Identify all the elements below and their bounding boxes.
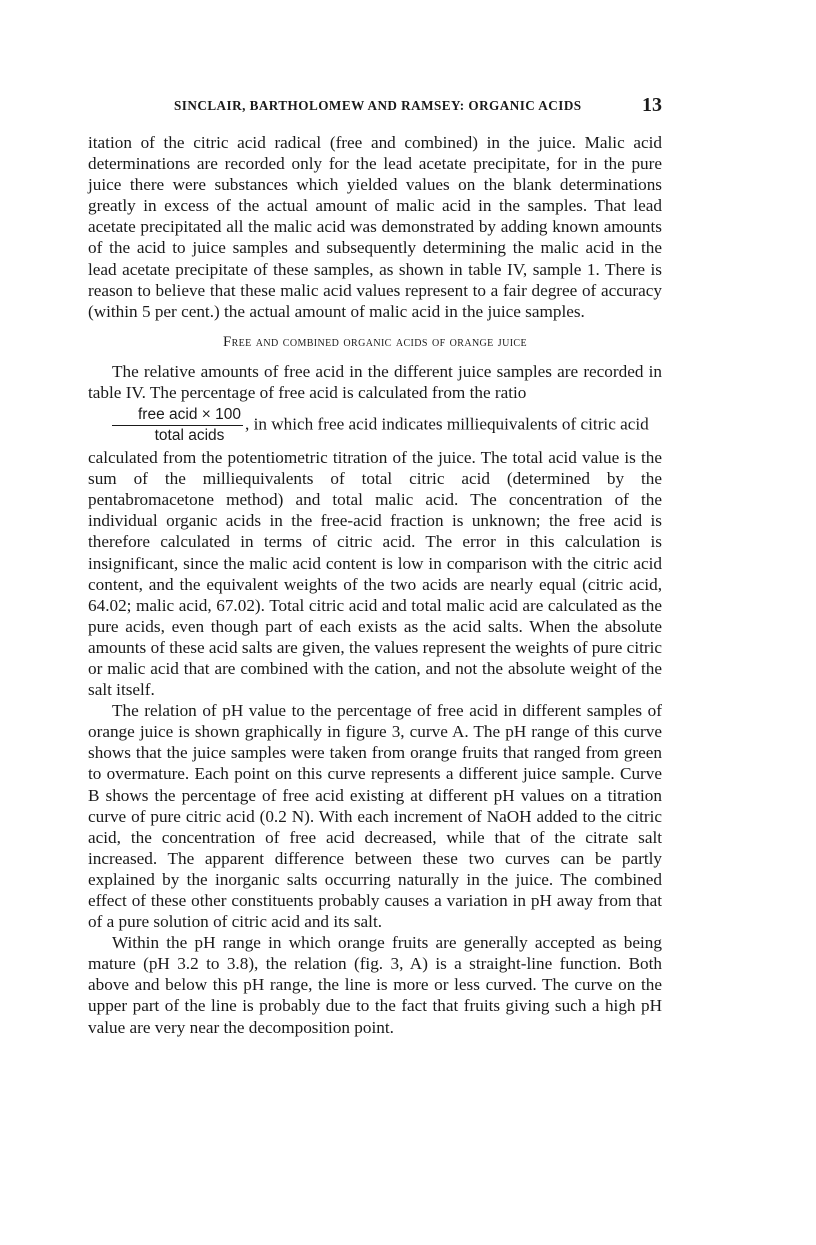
paragraph-free-acid-rest: calculated from the potentiometric titration of the juice. The total acid value is the sum of the milliequivalents of total citric acid (determined by the pentabromacetone method) and total malic acid. The concentration of the individual organic acids in the free-acid fraction is unknown; the free acid is therefore calculated in terms of citric acid. The error in this calculation is insignificant, since the malic acid content is low in comparison with the citric acid content, and the equivalent weights of the two acids are nearly equal (citric acid, 64.02; malic acid, 67.02). Total citric acid and total malic acid are calculated as the pure acids, even though part of each exists as the acid salts. When the absolute amounts of these acid salts are given, the values represent the weights of pure citric or malic acid that are combined with the cation, and not the absolute weight of the salt itself.: [88, 448, 662, 700]
formula-trailing-text: , in which free acid indicates milliequivalents of citric acid: [244, 414, 649, 434]
section-heading: Free and combined organic acids of orange juice: [222, 333, 528, 350]
free-acid-fraction: [112, 406, 243, 445]
running-header: [88, 94, 662, 118]
running-title: SINCLAIR, BARTHOLOMEW AND RAMSEY: ORGANIC ACIDS: [174, 98, 582, 113]
fraction-denominator: total acids: [154, 427, 225, 445]
paragraph-continuation: itation of the citric acid radical (free and combined) in the juice. Malic acid determinations are recorded only for the lead acetate precipitate, for in the pure juice there were substances which yielded values on the blank determinations greatly in excess of the actual amount of malic acid in the samples. That lead acetate precipitated all the malic acid was demonstrated by adding known amounts of the acid to juice samples and subsequently determining the malic acid in the lead acetate precipitate of these samples, as shown in table IV, sample 1. There is reason to believe that these malic acid values represent to a fair degree of accuracy (within 5 per cent.) the actual amount of malic acid in the juice samples.: [88, 133, 662, 321]
paragraph-free-acid: [88, 361, 662, 700]
paragraph-mature-range: Within the pH range in which orange fruits are generally accepted as being mature (pH 3.2 to 3.8), the relation (fig. 3, A) is a straight-line function. Both above and below this pH range, the line is more or less curved. The curve on the upper part of the line is probably due to the fact that fruits giving such a high pH value are very near the decomposition point.: [88, 933, 662, 1037]
fraction-numerator: free acid × 100: [112, 406, 243, 426]
body-text: [88, 132, 662, 1038]
paragraph-free-acid-intro: The relative amounts of free acid in the different juice samples are recorded in table IV. The percentage of free acid is calculated from the ratio: [88, 361, 662, 402]
formula-line: [88, 406, 662, 445]
page-number: 13: [642, 94, 662, 116]
paragraph-ph-relation: The relation of pH value to the percentage of free acid in different samples of orange juice is shown graphically in figure 3, curve A. The pH range of this curve shows that the juice samples were taken from orange fruits that ranged from green to overmature. Each point on this curve represents a different juice sample. Curve B shows the percentage of free acid existing at different pH values on a titration curve of pure citric acid (0.2 N). With each increment of NaOH added to the citric acid, the concentration of free acid decreased, while that of the citrate salt increased. The apparent difference between these two curves can be partly explained by the inorganic salts occurring naturally in the juice. The combined effect of these other constituents probably causes a variation in pH away from that of a pure solution of citric acid and its salt.: [88, 701, 662, 932]
